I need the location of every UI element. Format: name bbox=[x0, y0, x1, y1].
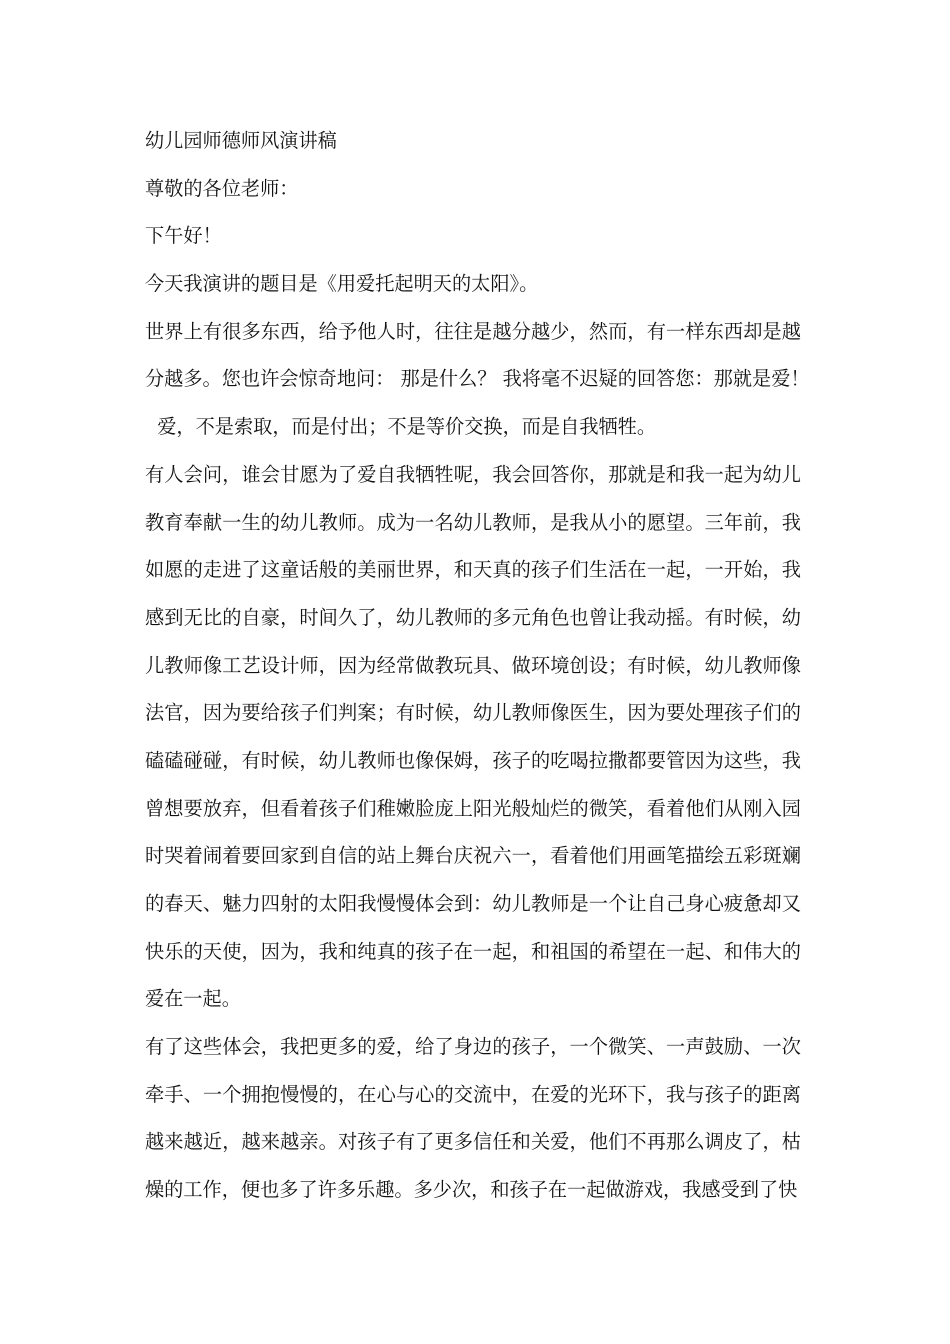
paragraph-line: 磕磕碰碰，有时候，幼儿教师也像保姆，孩子的吃喝拉撒都要管因为这些，我 bbox=[145, 748, 801, 772]
paragraph-line: 如愿的走进了这童话般的美丽世界，和天真的孩子们生活在一起，一开始，我 bbox=[145, 558, 801, 582]
paragraph-line: 今天我演讲的题目是《用爱托起明天的太阳》。 bbox=[145, 272, 539, 296]
paragraph bbox=[145, 165, 801, 213]
document-body bbox=[145, 117, 810, 1214]
paragraph bbox=[145, 308, 810, 451]
paragraphs bbox=[145, 165, 810, 1214]
paragraph-line: 有人会问，谁会甘愿为了爱自我牺牲呢，我会回答你，那就是和我一起为幼儿 bbox=[145, 462, 801, 486]
paragraph-line: 的春天、魅力四射的太阳我慢慢体会到：幼儿教师是一个让自己身心疲惫却又 bbox=[145, 892, 801, 915]
paragraph-line: 下午好！ bbox=[145, 224, 222, 248]
paragraph-line: 快乐的天使，因为，我和纯真的孩子在一起，和祖国的希望在一起、和伟大的 bbox=[145, 939, 801, 963]
paragraph-line: 分越多。您也许会惊奇地问： 那是什么？ 我将毫不迟疑的回答您：那就是爱！ bbox=[145, 367, 810, 391]
paragraph-line: 牵手、一个拥抱慢慢的，在心与心的交流中，在爱的光环下，我与孩子的距离 bbox=[145, 1082, 801, 1106]
paragraph-line: 尊敬的各位老师： bbox=[145, 176, 299, 200]
paragraph-line: 曾想要放弃，但看着孩子们稚嫩脸庞上阳光般灿烂的微笑，看着他们从刚入园 bbox=[145, 796, 801, 820]
paragraph bbox=[145, 1023, 801, 1214]
paragraph-line: 感到无比的自豪，时间久了，幼儿教师的多元角色也曾让我动摇。有时候，幼 bbox=[145, 605, 801, 629]
paragraph-line: 爱在一起。 bbox=[145, 987, 241, 1011]
paragraph bbox=[145, 212, 801, 260]
paragraph-line: 有了这些体会，我把更多的爱，给了身边的孩子，一个微笑、一声鼓励、一次 bbox=[145, 1035, 801, 1059]
paragraph bbox=[145, 260, 801, 308]
document-title: 幼儿园师德师风演讲稿 bbox=[145, 129, 337, 152]
paragraph bbox=[145, 451, 801, 1023]
paragraph-line: 法官，因为要给孩子们判案；有时候，幼儿教师像医生，因为要处理孩子们的 bbox=[145, 701, 801, 725]
paragraph-line: 燥的工作，便也多了许多乐趣。多少次，和孩子在一起做游戏，我感受到了快 bbox=[145, 1178, 798, 1202]
paragraph-line: 世界上有很多东西，给予他人时，往往是越分越少，然而，有一样东西却是越 bbox=[145, 319, 801, 343]
paragraph-line: 爱，不是索取，而是付出；不是等价交换，而是自我牺牲。 bbox=[145, 415, 657, 439]
paragraph-line: 教育奉献一生的幼儿教师。成为一名幼儿教师，是我从小的愿望。三年前，我 bbox=[145, 510, 801, 534]
paragraph-line: 儿教师像工艺设计师，因为经常做教玩具、做环境创设；有时候，幼儿教师像 bbox=[145, 653, 801, 677]
paragraph-line: 越来越近，越来越亲。对孩子有了更多信任和关爱，他们不再那么调皮了，枯 bbox=[145, 1130, 801, 1154]
paragraph-line: 时哭着闹着要回家到自信的站上舞台庆祝六一，看着他们用画笔描绘五彩斑斓 bbox=[145, 844, 801, 868]
